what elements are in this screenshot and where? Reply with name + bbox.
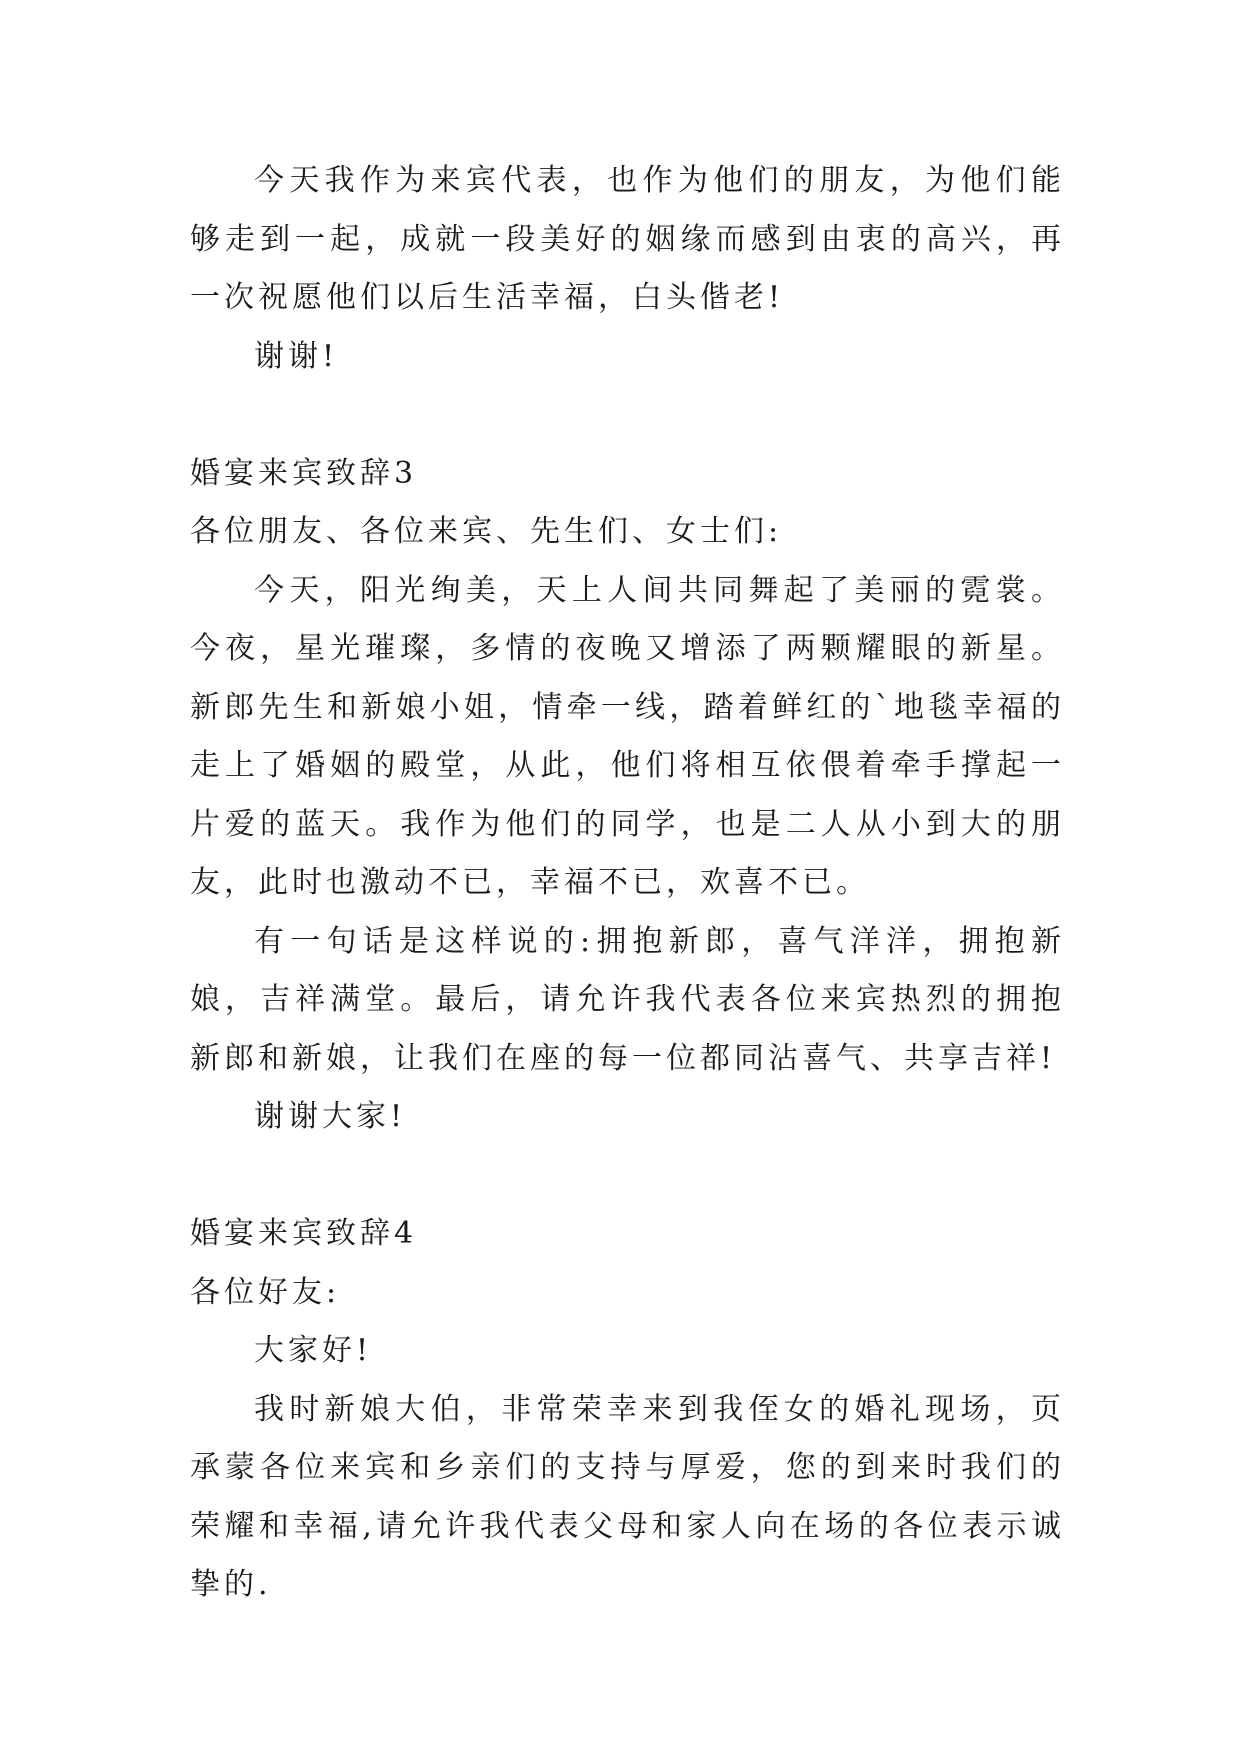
section-gap [190,386,1065,445]
document-page [190,152,1065,1615]
paragraph: 谢谢! [254,338,339,374]
salutation: 各位好友: [190,1274,341,1310]
paragraph: 今天，阳光绚美，天上人间共同舞起了美丽的霓裳。今夜，星光璀璨，多情的夜晚又增添了两颗耀眼的新星。新郎先生和新娘小姐，情牵一线，踏着鲜红的`地毯幸福的走上了婚姻的殿堂，从此，他们将相互依偎着牵手撑起一片爱的蓝天。我作为他们的同学，也是二人从小到大的朋友，此时也激动不已，幸福不已，欢喜不已。 [190,572,1065,900]
paragraph: 我时新娘大伯，非常荣幸来到我侄女的婚礼现场，页承蒙各位来宾和乡亲们的支持与厚爱，您的到来时我们的荣耀和幸福,请允许我代表父母和家人向在场的各位表示诚挚的. [190,1391,1065,1602]
paragraph: 今天我作为来宾代表，也作为他们的朋友，为他们能够走到一起，成就一段美好的姻缘而感到由衷的高兴，再一次祝愿他们以后生活幸福，白头偕老! [190,163,1065,315]
paragraph: 谢谢大家! [254,1099,407,1134]
salutation: 各位朋友、各位来宾、先生们、女士们: [190,514,783,549]
paragraph: 大家好! [254,1333,373,1368]
section-title: 婚宴来宾致辞4 [190,1216,418,1251]
section-title: 婚宴来宾致辞3 [190,455,418,491]
section-gap [190,1147,1065,1206]
paragraph: 有一句话是这样说的:拥抱新郎，喜气洋洋，拥抱新娘，吉祥满堂。最后，请允许我代表各位来宾热烈的拥抱新郎和新娘，让我们在座的每一位都同沾喜气、共享吉祥! [190,923,1065,1076]
